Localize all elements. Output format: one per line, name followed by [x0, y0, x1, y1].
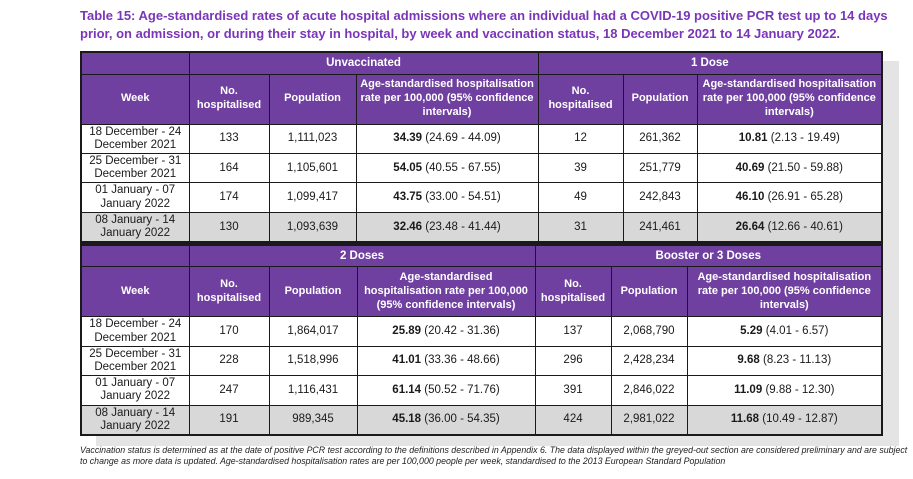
- empty-corner-cell: [81, 52, 189, 74]
- cell-population: 1,093,639: [269, 212, 356, 242]
- table-row: [81, 376, 882, 405]
- cell-population: 1,864,017: [269, 317, 357, 346]
- cell-count: 391: [535, 376, 611, 405]
- header-rate: Age-standardised hospitalisation rate per 100,000 (95% confidence intervals): [356, 74, 538, 124]
- cell-population: 1,099,417: [269, 183, 356, 212]
- rate-ci: (33.00 - 54.51): [425, 191, 501, 204]
- cell-week: 18 December - 24 December 2021: [81, 317, 189, 346]
- rate-ci: (21.50 - 59.88): [767, 161, 843, 174]
- rate-value: 11.68: [730, 413, 760, 426]
- cell-count: 296: [535, 346, 611, 375]
- cell-population: 2,846,022: [611, 376, 687, 405]
- group-header-row: [81, 245, 882, 267]
- cell-count: 191: [189, 405, 269, 435]
- rate-value: 41.01: [392, 354, 422, 367]
- cell-count: 12: [538, 124, 623, 153]
- cell-week: 08 January - 14 January 2022: [81, 212, 189, 242]
- rate-value: 5.29: [740, 324, 763, 337]
- rate-ci: (26.91 - 65.28): [767, 191, 843, 204]
- cell-rate: [356, 183, 538, 212]
- vaccination-tables: [80, 51, 883, 436]
- cell-population: 989,345: [269, 405, 357, 435]
- group-label-1dose: 1 Dose: [538, 52, 882, 74]
- header-rate: Age-standardised hospitalisation rate per 100,000 (95% confidence intervals): [357, 267, 535, 317]
- rate-ci: (4.01 - 6.57): [765, 324, 829, 337]
- header-no-hospitalised: No. hospitalised: [189, 267, 269, 317]
- cell-population: 261,362: [623, 124, 697, 153]
- rate-value: 43.75: [393, 191, 423, 204]
- cell-count: 49: [538, 183, 623, 212]
- header-population: Population: [269, 267, 357, 317]
- cell-week: 08 January - 14 January 2022: [81, 405, 189, 435]
- rate-value: 46.10: [735, 191, 765, 204]
- cell-count: 133: [189, 124, 269, 153]
- cell-count: 174: [189, 183, 269, 212]
- table-footnote: Vaccination status is determined as at the date of positive PCR test according to the definitions described in Appendix 6. The data displayed within the greyed-out section are considered preliminary and are subject to change as more data is updated. Age-standardised hospitalisation rates are per 100,000 people per week, standardised to the 2013 European Standard Population: [80, 445, 908, 467]
- table-row: [81, 154, 882, 183]
- cell-count: 170: [189, 317, 269, 346]
- cell-rate: [357, 405, 535, 435]
- group-label-2doses: 2 Doses: [189, 245, 535, 267]
- rate-ci: (23.48 - 41.44): [425, 220, 501, 233]
- rate-value: 26.64: [735, 220, 765, 233]
- header-week: Week: [81, 267, 189, 317]
- cell-rate: [356, 212, 538, 242]
- cell-week: 18 December - 24 December 2021: [81, 124, 189, 153]
- cell-rate: [687, 317, 882, 346]
- rate-value: 54.05: [393, 161, 423, 174]
- cell-population: 1,116,431: [269, 376, 357, 405]
- cell-rate: [356, 124, 538, 153]
- cell-count: 39: [538, 154, 623, 183]
- cell-rate: [357, 346, 535, 375]
- header-population: Population: [623, 74, 697, 124]
- table-row: [81, 346, 882, 375]
- cell-population: 2,068,790: [611, 317, 687, 346]
- rate-ci: (20.42 - 31.36): [424, 324, 500, 337]
- rate-ci: (24.69 - 44.09): [425, 132, 501, 145]
- cell-count: 130: [189, 212, 269, 242]
- cell-rate: [697, 212, 882, 242]
- rate-value: 25.89: [392, 324, 422, 337]
- rate-value: 11.09: [734, 383, 763, 396]
- table-unvaccinated-1dose: [80, 51, 883, 243]
- cell-week: 01 January - 07 January 2022: [81, 376, 189, 405]
- cell-population: 251,779: [623, 154, 697, 183]
- cell-rate: [697, 124, 882, 153]
- rate-ci: (33.36 - 48.66): [424, 354, 500, 367]
- cell-population: 242,843: [623, 183, 697, 212]
- cell-count: 31: [538, 212, 623, 242]
- rate-value: 61.14: [392, 383, 422, 396]
- rate-ci: (9.88 - 12.30): [765, 383, 835, 396]
- empty-corner-cell: [81, 245, 189, 267]
- table-row-preliminary: [81, 405, 882, 435]
- cell-count: 164: [189, 154, 269, 183]
- rate-ci: (10.49 - 12.87): [762, 413, 838, 426]
- cell-population: 1,111,023: [269, 124, 356, 153]
- header-rate: Age-standardised hospitalisation rate per 100,000 (95% confidence intervals): [687, 267, 882, 317]
- header-no-hospitalised: No. hospitalised: [538, 74, 623, 124]
- cell-rate: [687, 376, 882, 405]
- cell-rate: [357, 317, 535, 346]
- cell-rate: [356, 154, 538, 183]
- cell-count: 247: [189, 376, 269, 405]
- rate-value: 10.81: [738, 132, 768, 145]
- table-row: [81, 124, 882, 153]
- header-week: Week: [81, 74, 189, 124]
- cell-week: 25 December - 31 December 2021: [81, 154, 189, 183]
- cell-rate: [697, 154, 882, 183]
- header-no-hospitalised: No. hospitalised: [535, 267, 611, 317]
- cell-count: 137: [535, 317, 611, 346]
- header-no-hospitalised: No. hospitalised: [189, 74, 269, 124]
- group-header-row: [81, 52, 882, 74]
- rate-ci: (12.66 - 40.61): [767, 220, 843, 233]
- cell-rate: [687, 405, 882, 435]
- cell-rate: [687, 346, 882, 375]
- table-2doses-booster: [80, 243, 883, 436]
- rate-value: 34.39: [393, 132, 423, 145]
- column-header-row: [81, 267, 882, 317]
- cell-population: 1,518,996: [269, 346, 357, 375]
- rate-value: 9.68: [737, 354, 760, 367]
- table-row: [81, 183, 882, 212]
- cell-rate: [697, 183, 882, 212]
- rate-ci: (50.52 - 71.76): [424, 383, 500, 396]
- cell-population: 2,981,022: [611, 405, 687, 435]
- table-row-preliminary: [81, 212, 882, 242]
- cell-count: 424: [535, 405, 611, 435]
- cell-week: 01 January - 07 January 2022: [81, 183, 189, 212]
- rate-ci: (2.13 - 19.49): [770, 132, 840, 145]
- rate-ci: (8.23 - 11.13): [762, 354, 832, 367]
- rate-value: 40.69: [735, 161, 765, 174]
- cell-population: 241,461: [623, 212, 697, 242]
- cell-population: 1,105,601: [269, 154, 356, 183]
- cell-week: 25 December - 31 December 2021: [81, 346, 189, 375]
- table-title: Table 15: Age-standardised rates of acute hospital admissions where an individual had a COVID-19 positive PCR test up to 14 days prior, on admission, or during their stay in hospital, by week and vaccination status, 18 December 2021 to 14 January 2022.: [80, 8, 888, 41]
- rate-ci: (40.55 - 67.55): [425, 161, 501, 174]
- group-label-booster: Booster or 3 Doses: [535, 245, 882, 267]
- column-header-row: [81, 74, 882, 124]
- rate-ci: (36.00 - 54.35): [424, 413, 500, 426]
- rate-value: 45.18: [392, 413, 422, 426]
- cell-population: 2,428,234: [611, 346, 687, 375]
- cell-count: 228: [189, 346, 269, 375]
- header-population: Population: [611, 267, 687, 317]
- cell-rate: [357, 376, 535, 405]
- group-label-unvaccinated: Unvaccinated: [189, 52, 538, 74]
- header-population: Population: [269, 74, 356, 124]
- rate-value: 32.46: [393, 220, 423, 233]
- table-row: [81, 317, 882, 346]
- header-rate: Age-standardised hospitalisation rate per 100,000 (95% confidence intervals): [697, 74, 882, 124]
